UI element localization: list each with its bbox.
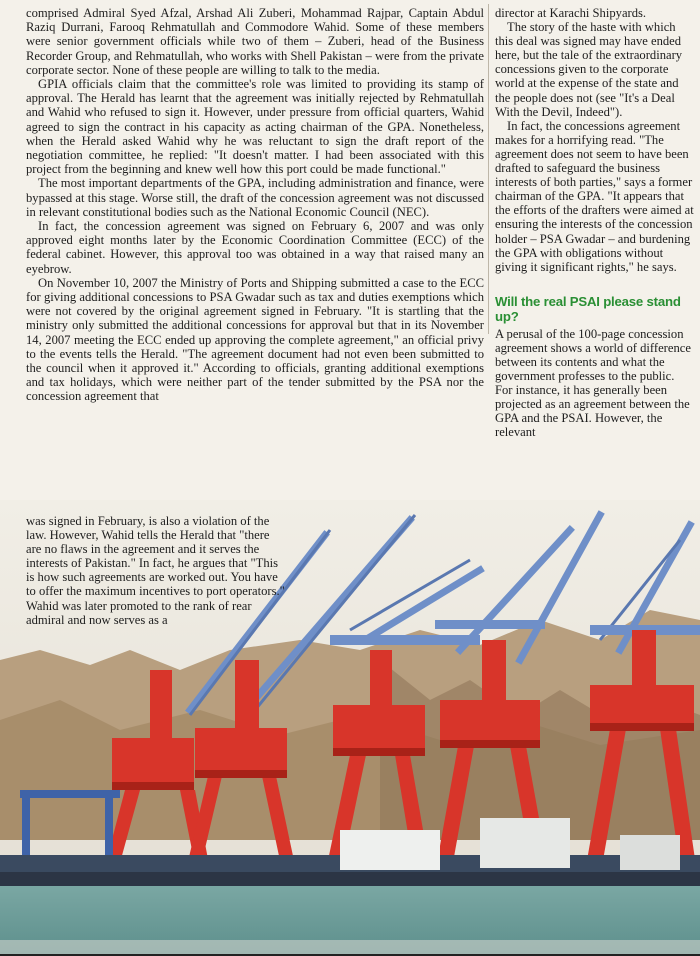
body-paragraph: On November 10, 2007 the Ministry of Ports and Shipping submitted a case to the ECC for giving additional concessions to PSA Gwadar such as tax and duties exemptions which were not covered by the original agreement signed in February. "It is startling that the ministry only submitted the additional concessions for approval but that in its November 14, 2007 meeting the ECC ended up approving the complete agreement," an official privy to the events tells the Herald. "The agreement document had not even been submitted to the council when it approved it." According to officials, granting additional exemptions and tax holidays, which were neither part of the tender submitted by the PSA nor the concession agreement that <box>26 275 484 404</box>
body-paragraph: In fact, the concession agreement was signed on February 6, 2007 and was only approved eight months later by the Economic Coordination Committee (ECC) of the federal cabinet. However, this approval too was obtained in a way that raised many an eyebrow. <box>26 219 484 276</box>
article-right-column <box>495 6 695 440</box>
body-paragraph: The most important departments of the GPA, including administration and finance, were bypassed at this stage. Worse still, the draft of the concession agreement was not discussed in relevant constitutional bodies such as the National Economic Council (NEC). <box>26 176 484 219</box>
body-paragraph: GPIA officials claim that the committee's role was limited to providing its stamp of approval. The Herald has learnt that the agreement was initially rejected by Rehmatullah and Wahid who refused to sign it. However, under pressure from official quarters, Wahid agreed to sign the contract in his capacity as acting chairman of the GPA. Nonetheless, when the Herald asked Wahid why he was reluctant to sign the draft report of the negotiation committee, he replied: "It doesn't matter. I had been associated with this project from the beginning and knew well how this port could be made functional." <box>26 77 484 177</box>
section-subheading: Will the real PSAI please stand up? <box>495 293 681 324</box>
body-paragraph: director at Karachi Shipyards. <box>495 6 647 20</box>
column-divider <box>488 4 489 334</box>
body-paragraph: comprised Admiral Syed Afzal, Arshad Ali Zuberi, Mohammad Rajpar, Captain Abdul Raziq Durrani, Farooq Rehmatullah and Commodore Wahid. Some of these members were senior government officials while two of them – Zuberi, head of the Business Recorder Group, and Rehmatullah, who works with Shell Pakistan – were from the private corporate sector. None of these people are willing to talk to the media. <box>26 6 484 77</box>
article-wrap-text <box>26 514 286 627</box>
body-paragraph: was signed in February, is also a violation of the law. However, Wahid tells the Herald that "there are no flaws in the agreement and it serves the interests of Pakistan." In fact, he argues that "This is how such agreements are worked out. You have to offer the maximum incentives to port operators." Wahid was later promoted to the rank of rear admiral and now serves as a <box>26 514 285 627</box>
body-paragraph: A perusal of the 100-page concession agreement shows a world of difference between its contents and what the government professes to the public. For instance, it has generally been projected as an agreement between the GPA and the PSAI. However, the relevant <box>495 326 691 440</box>
body-paragraph: The story of the haste with which this deal was signed may have ended here, but the tale of the extraordinary concessions given to the corporate world at the expense of the state and the people does not (see "It's a Deal With the Devil, Indeed"). <box>495 20 683 119</box>
article-left-column <box>26 6 484 404</box>
body-paragraph: In fact, the concessions agreement makes for a horrifying read. "The agreement does not seem to have been drafted to safeguard the business interests of both parties," says a former chairman of the GPA. "It appears that the efforts of the drafters were aimed at ensuring the interests of the concession holder – PSA Gwadar – and burdening the GPA with obligations without giving it significant rights," he says. <box>495 118 694 274</box>
